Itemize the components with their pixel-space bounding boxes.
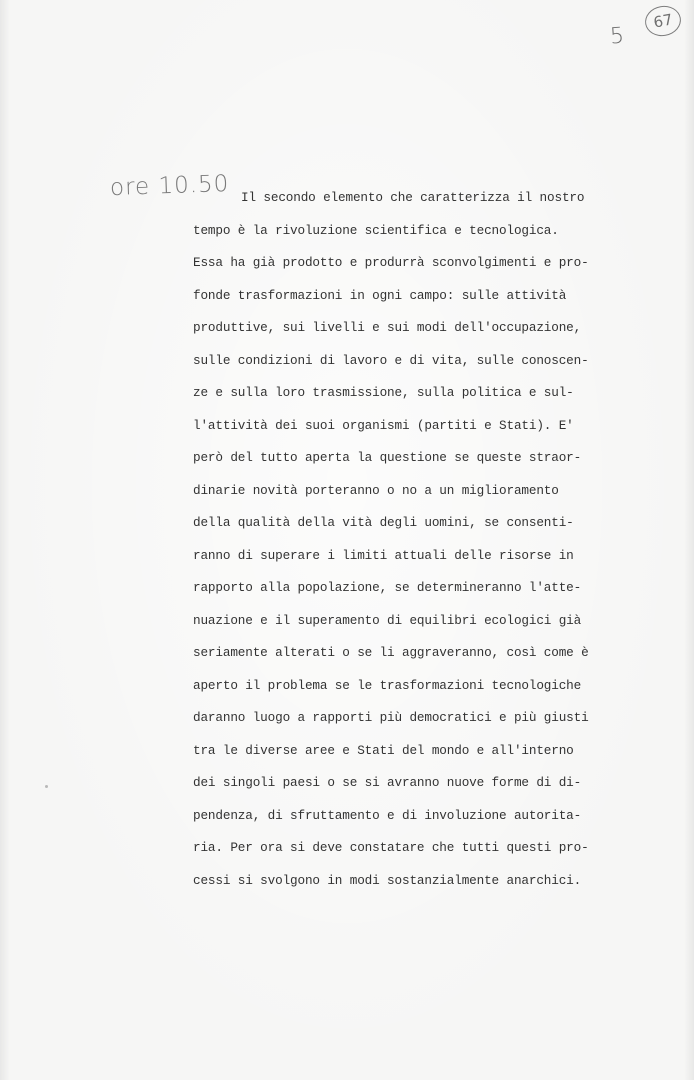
text-line: ranno di superare i limiti attuali delle risorse in — [193, 547, 574, 563]
text-line: produttive, sui livelli e sui modi dell'occupazione, — [193, 320, 582, 335]
text-line: ria. Per ora si deve constatare che tutti questi pro- — [193, 840, 589, 855]
text-line: sulle condizioni di lavoro e di vita, sulle conoscen- — [193, 352, 589, 368]
text-line: seriamente alterati o se li aggraveranno, così come è — [193, 645, 589, 660]
text-line: rapporto alla popolazione, se determineranno l'atte- — [193, 580, 582, 595]
handwritten-page-number: 5 — [609, 23, 625, 50]
text-line: tra le diverse aree e Stati del mondo e all'interno — [193, 742, 574, 758]
text-line: dinarie novità porteranno o no a un miglioramento — [193, 482, 559, 498]
text-line: Il secondo elemento che caratterizza il nostro — [241, 190, 585, 205]
text-line: daranno luogo a rapporti più democratici e più giusti — [193, 710, 589, 725]
text-line: dei singoli paesi o se si avranno nuove forme di di- — [193, 775, 582, 790]
circled-archive-number: 67 — [643, 3, 684, 39]
text-line: nuazione e il superamento di equilibri ecologici già — [193, 612, 582, 628]
page-right-edge-shadow — [684, 0, 694, 1080]
text-line: fonde trasformazioni in ogni campo: sulle attività — [193, 287, 567, 303]
text-line: pendenza, di sfruttamento e di involuzione autorita- — [193, 807, 582, 823]
text-line: però del tutto aperta la questione se queste straor- — [193, 450, 582, 465]
text-line: della qualità della vità degli uomini, se consenti- — [193, 515, 574, 530]
text-line: cessi si svolgono in modi sostanzialmente anarchici. — [193, 872, 582, 888]
text-line: tempo è la rivoluzione scientifica e tecnologica. — [193, 222, 559, 238]
paper-speck — [45, 785, 48, 788]
text-line: l'attività dei suoi organismi (partiti e Stati). E' — [193, 417, 574, 433]
text-line: aperto il problema se le trasformazioni tecnologiche — [193, 677, 582, 693]
text-line: ze e sulla loro trasmissione, sulla politica e sul- — [193, 385, 574, 400]
page-left-edge-shadow — [0, 0, 10, 1080]
typed-paragraph — [193, 188, 589, 903]
handwritten-time-note: ore 10.50 — [109, 170, 230, 202]
text-line: Essa ha già prodotto e produrrà sconvolgimenti e pro- — [193, 255, 589, 270]
